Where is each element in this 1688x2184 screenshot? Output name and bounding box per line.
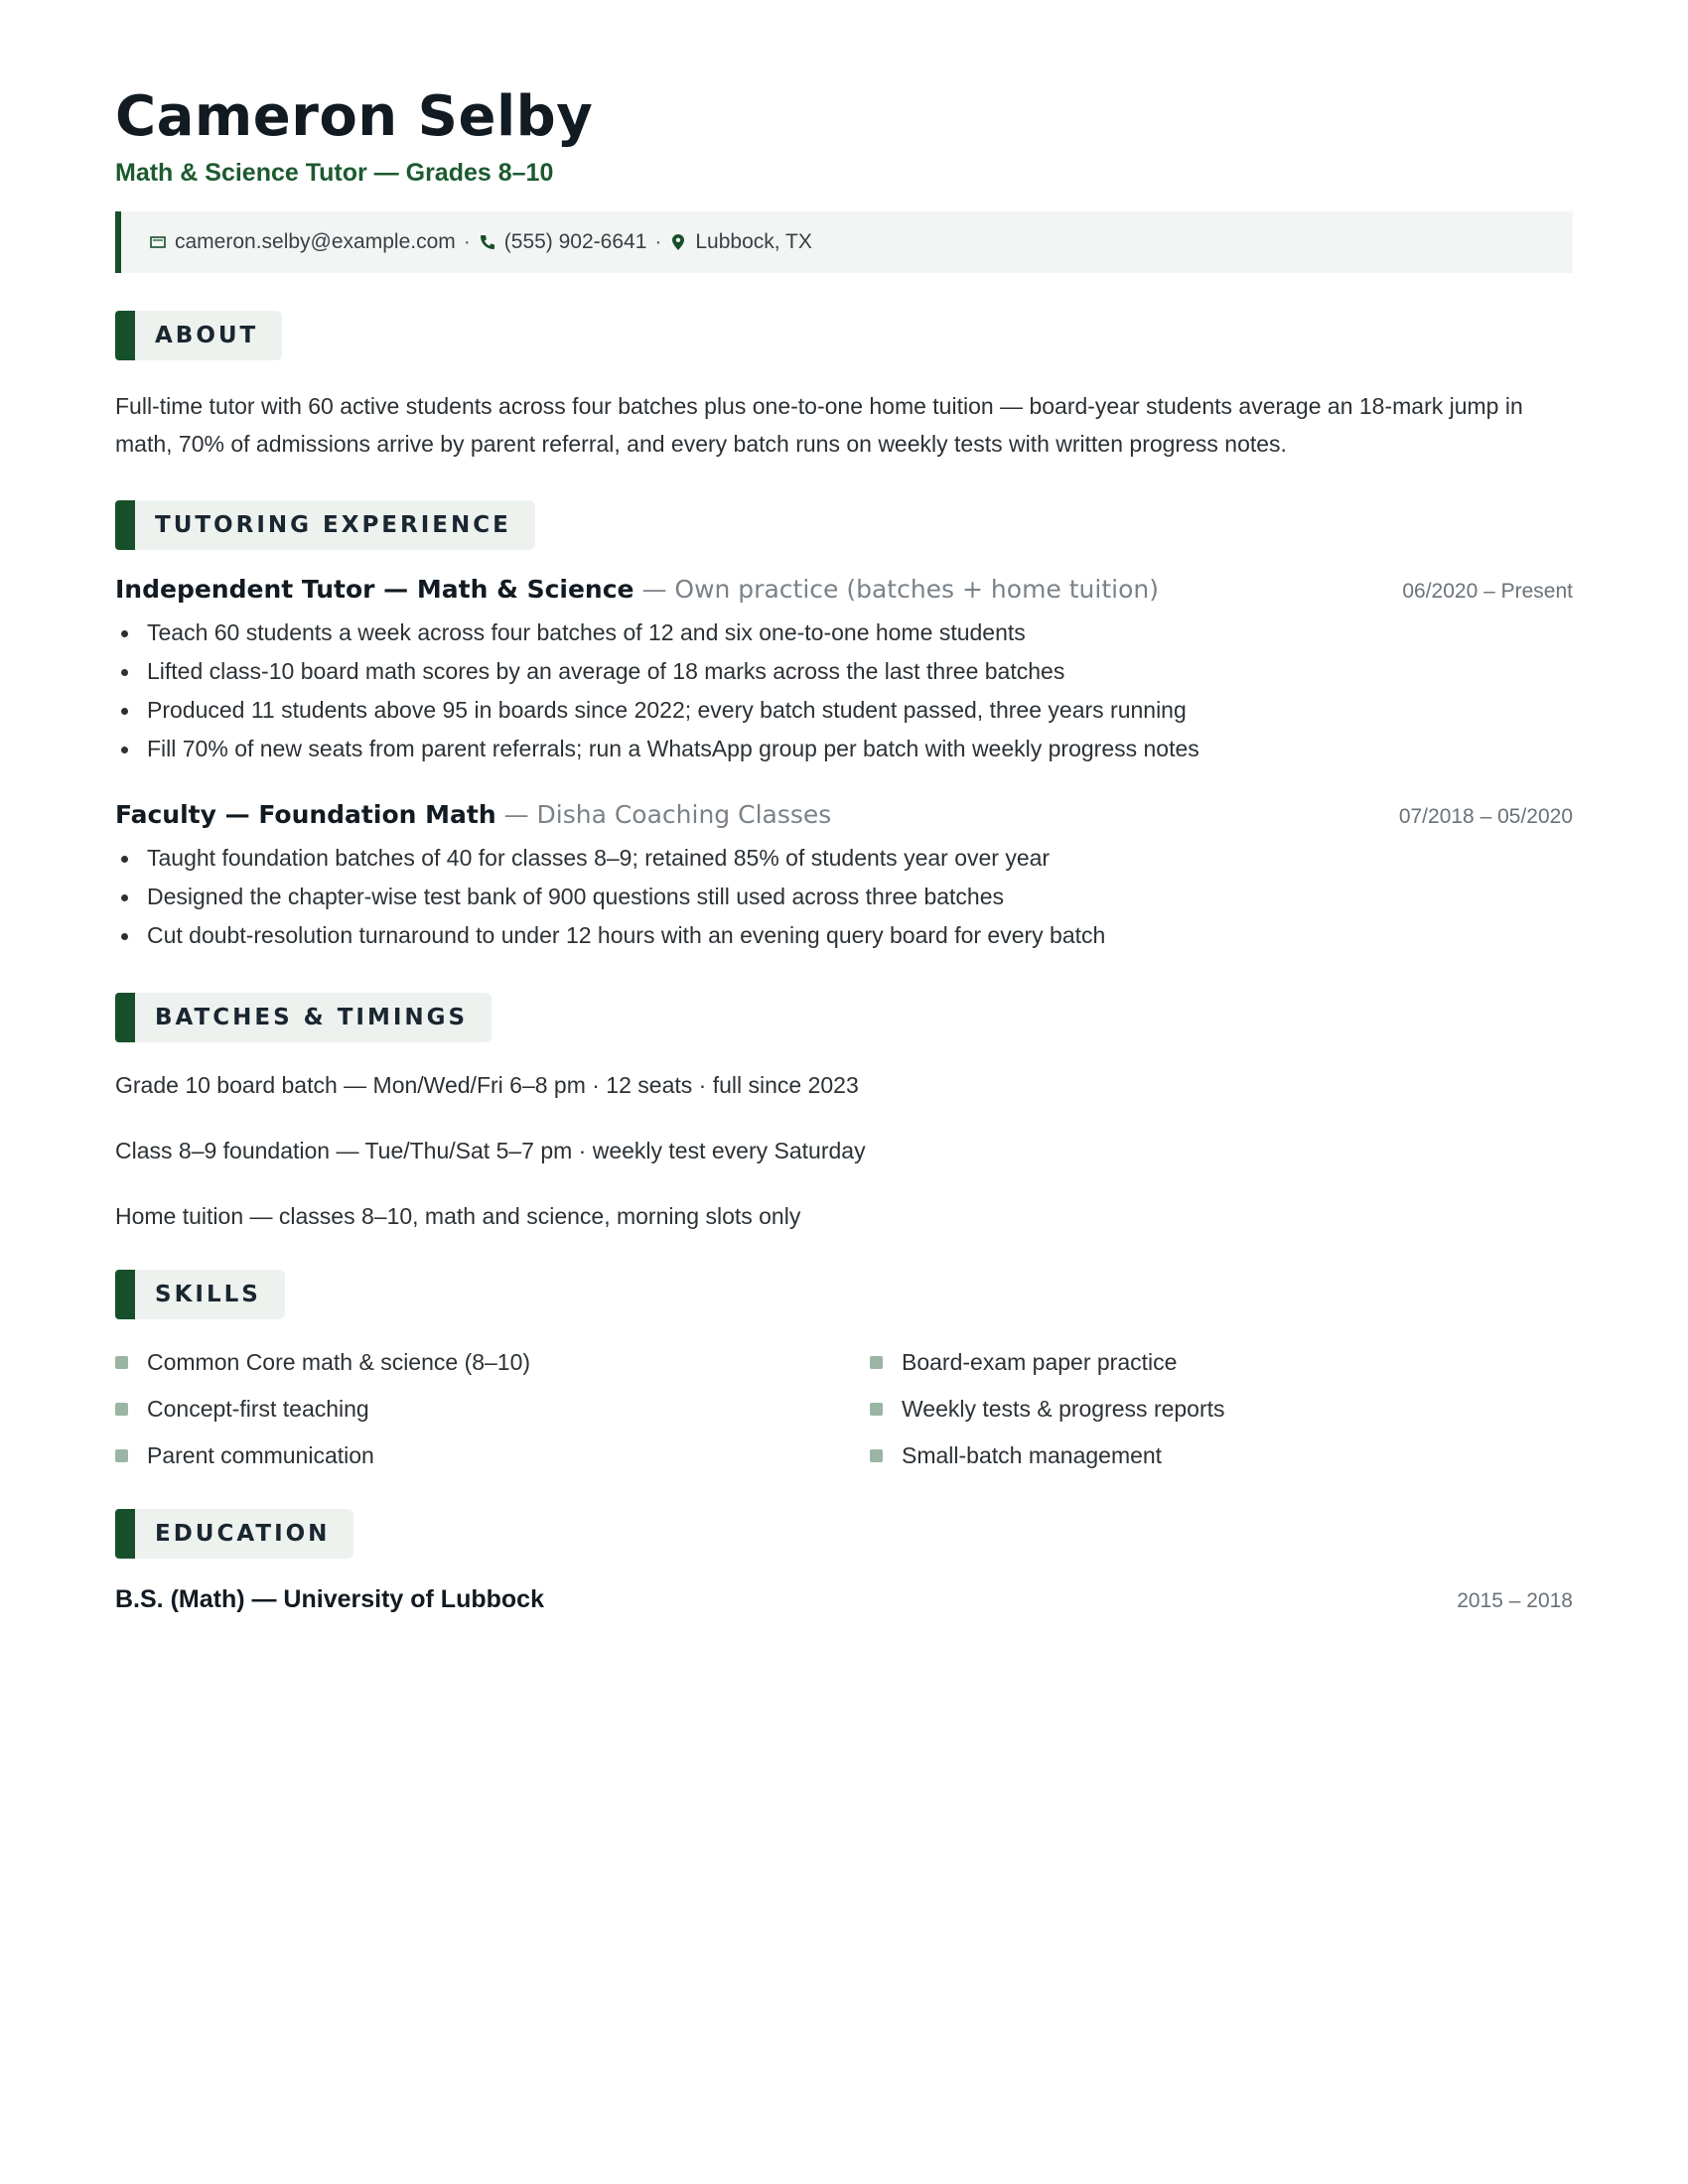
list-item: Cut doubt-resolution turnaround to under 12 hours with an evening query board for every batch [115,916,1573,955]
skill-item [115,1393,870,1425]
skill-label: Common Core math & science (8–10) [147,1348,531,1375]
envelope-icon [149,236,167,248]
skill-item [115,1439,870,1471]
batch-item: Home tuition — classes 8–10, math and science, morning slots only [115,1203,801,1229]
skill-label: Board-exam paper practice [902,1348,1178,1375]
phone-icon [479,234,496,250]
contact-email[interactable]: cameron.selby@example.com [175,230,456,253]
section-header-about [115,311,282,360]
contact-separator: · [463,230,471,253]
batch-list [115,1069,1573,1232]
section-title: ABOUT [155,323,259,348]
section-accent-bar [115,311,135,360]
education-entry [115,1585,1573,1614]
section-title: BATCHES & TIMINGS [155,1005,469,1030]
section-title: TUTORING EXPERIENCE [155,512,511,538]
section-accent-bar [115,993,135,1042]
job-title: Faculty — Foundation Math [115,800,496,829]
candidate-name: Cameron Selby [115,84,594,149]
square-bullet-icon [870,1449,883,1462]
skills-grid [115,1346,1573,1471]
list-item: Taught foundation batches of 40 for classes 8–9; retained 85% of students year over year [115,839,1573,878]
section-accent-bar [115,1270,135,1319]
square-bullet-icon [870,1356,883,1369]
list-item: Lifted class-10 board math scores by an average of 18 marks across the last three batches [115,652,1573,691]
job-entry [115,800,1573,955]
section-accent-bar [115,500,135,550]
job-title: Independent Tutor — Math & Science [115,575,634,604]
skill-label: Weekly tests & progress reports [902,1395,1225,1422]
section-accent-bar [115,1509,135,1559]
list-item: Designed the chapter-wise test bank of 900 questions still used across three batches [115,878,1573,916]
education-dates: 2015 – 2018 [1457,1589,1573,1612]
about-paragraph: Full-time tutor with 60 active students across four batches plus one-to-one home tuition — board-year students average an 18-mark jump in math, 70% of admissions arrive by parent referral, and every batch runs on weekly tests with written progress notes. [115,393,1523,457]
job-organization: — Disha Coaching Classes [495,800,832,829]
job-organization: — Own practice (batches + home tuition) [633,575,1159,604]
location-pin-icon [669,233,687,251]
list-item: Teach 60 students a week across four batches of 12 and six one-to-one home students [115,614,1573,652]
batch-item: Grade 10 board batch — Mon/Wed/Fri 6–8 pm · 12 seats · full since 2023 [115,1072,859,1098]
skill-item [870,1346,1565,1378]
job-dates: 07/2018 – 05/2020 [1398,805,1573,828]
skill-label: Small-batch management [902,1441,1163,1468]
section-header-batches [115,993,492,1042]
job-dates: 06/2020 – Present [1402,580,1573,603]
skill-item [870,1439,1565,1471]
skill-label: Parent communication [147,1441,374,1468]
job-entry [115,575,1573,768]
batch-item: Class 8–9 foundation — Tue/Thu/Sat 5–7 pm · weekly test every Saturday [115,1138,866,1163]
square-bullet-icon [115,1403,128,1416]
section-title: SKILLS [155,1282,261,1307]
contact-bar [115,211,1573,273]
candidate-role: Math & Science Tutor — Grades 8–10 [115,159,554,187]
education-degree: B.S. (Math) — University of Lubbock [115,1585,544,1613]
square-bullet-icon [870,1403,883,1416]
skill-label: Concept-first teaching [147,1395,369,1422]
contact-location: Lubbock, TX [695,230,812,253]
list-item: Produced 11 students above 95 in boards since 2022; every batch student passed, three years running [115,691,1573,730]
skill-item [115,1346,870,1378]
skill-item [870,1393,1565,1425]
section-header-skills [115,1270,285,1319]
section-header-experience [115,500,535,550]
contact-separator: · [654,230,662,253]
list-item: Fill 70% of new seats from parent referrals; run a WhatsApp group per batch with weekly progress notes [115,730,1573,768]
job-bullets [115,614,1573,768]
square-bullet-icon [115,1356,128,1369]
section-header-education [115,1509,353,1559]
contact-phone[interactable]: (555) 902-6641 [503,230,647,253]
section-title: EDUCATION [155,1521,331,1547]
job-bullets [115,839,1573,955]
square-bullet-icon [115,1449,128,1462]
